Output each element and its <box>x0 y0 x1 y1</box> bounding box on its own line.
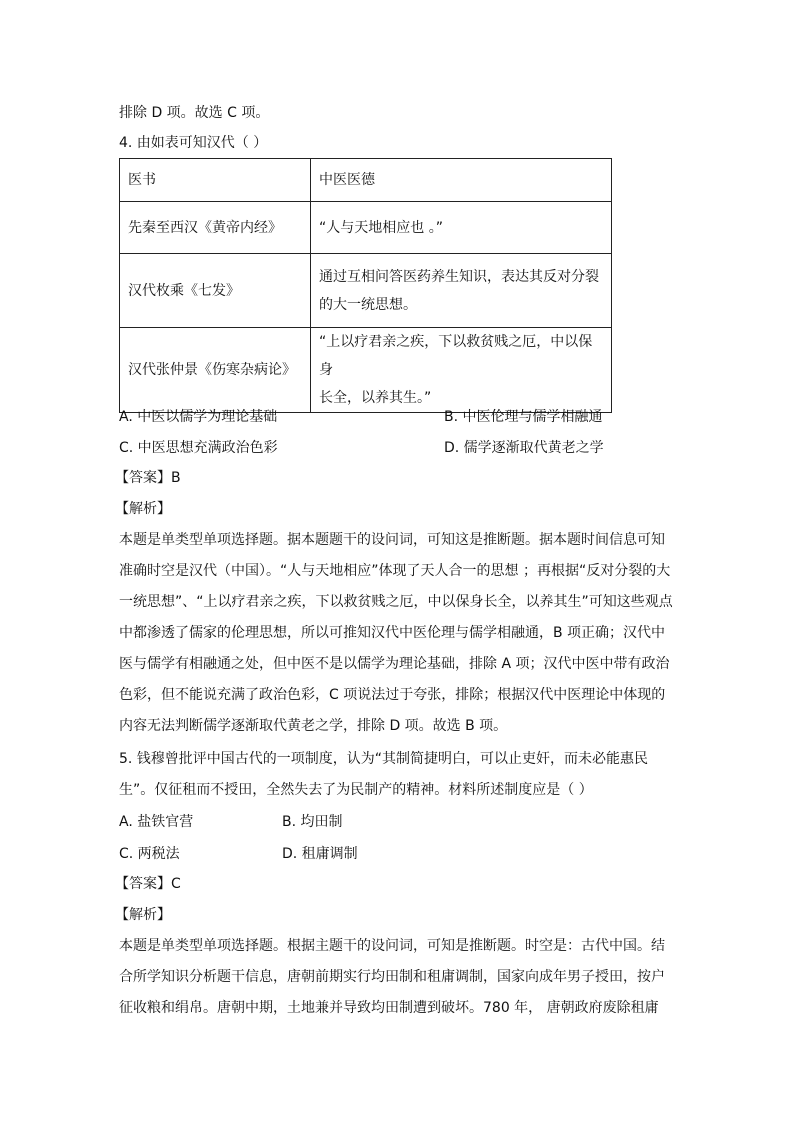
analysis-label: 【解析】 <box>115 907 171 923</box>
analysis-line: 征收粮和绢帛。唐朝中期，土地兼并导致均田制遭到破坏。780 年， 唐朝政府废除租庸 <box>119 1000 659 1016</box>
option-c: C. 两税法 <box>119 846 180 862</box>
table-row <box>120 328 612 413</box>
table-cell: 通过互相问答医药养生知识，表达其反对分裂 的大一统思想。 <box>311 254 612 328</box>
table-cell: “人与天地相应也 。” <box>311 202 612 254</box>
table-row <box>120 202 612 254</box>
analysis-line: 准确时空是汉代（中国）。“人与天地相应”体现了天人合一的思想 ；再根据“反对分裂的大 <box>119 563 671 579</box>
analysis-line: 医与儒学有相融通之处，但中医不是以儒学为理论基础，排除 A 项；汉代中医中带有政治 <box>119 656 670 672</box>
option-d: D. 租庸调制 <box>282 846 358 862</box>
previous-answer-tail: 排除 D 项。故选 C 项。 <box>119 105 270 121</box>
option-a: A. 中医以儒学为理论基础 <box>119 409 278 425</box>
stem-line: 生”。仅征租而不授田，全然失去了为民制产的精神。材料所述制度应是（ ） <box>119 782 593 798</box>
answer-label: 【答案】B <box>115 470 181 486</box>
medical-books-table <box>119 158 612 413</box>
option-a: A. 盐铁官营 <box>119 814 194 830</box>
answer-label: 【答案】C <box>115 876 181 892</box>
analysis-line: 色彩，但不能说充满了政治色彩，C 项说法过于夸张，排除；根据汉代中医理论中体现的 <box>119 687 666 703</box>
analysis-line: 本题是单类型单项选择题。据本题题干的设问词，可知这是推断题。据本题时间信息可知 <box>119 532 665 548</box>
table-cell: 汉代张仲景《伤寒杂病论》 <box>120 328 311 413</box>
option-c: C. 中医思想充满政治色彩 <box>119 440 278 456</box>
header-cell-book: 医书 <box>120 159 311 202</box>
analysis-line: 内容无法判断儒学逐渐取代黄老之学，排除 D 项。故选 B 项。 <box>119 718 508 734</box>
header-cell-ethics: 中医医德 <box>311 159 612 202</box>
table-cell: 汉代枚乘《七发》 <box>120 254 311 328</box>
analysis-line: 本题是单类型单项选择题。根据主题干的设问词，可知是推断题。时空是：古代中国。结 <box>119 938 665 954</box>
stem-line: 5. 钱穆曾批评中国古代的一项制度，认为“其制简捷明白，可以止吏奸，而未必能惠民 <box>119 751 649 767</box>
table-row <box>120 254 612 328</box>
analysis-line: 中都渗透了儒家的伦理思想，所以可推知汉代中医伦理与儒学相融通，B 项正确；汉代中 <box>119 625 666 641</box>
table-cell: “上以疗君亲之疾，下以救贫贱之厄，中以保身 长全，以养其生。” <box>311 328 612 413</box>
analysis-line: 一统思想”、“上以疗君亲之疾，下以救贫贱之厄，中以保身长全，以养其生”可知这些观点 <box>119 594 673 610</box>
question-4-stem: 4. 由如表可知汉代（ ） <box>119 135 268 151</box>
analysis-line: 合所学知识分析题干信息，唐朝前期实行均田制和租庸调制，国家向成年男子授田，按户 <box>119 969 665 985</box>
option-b: B. 中医伦理与儒学相融通 <box>444 409 603 425</box>
analysis-label: 【解析】 <box>115 501 171 517</box>
table-cell: 先秦至西汉《黄帝内经》 <box>120 202 311 254</box>
option-d: D. 儒学逐渐取代黄老之学 <box>444 440 604 456</box>
table-header-row <box>120 159 612 202</box>
option-b: B. 均田制 <box>282 814 343 830</box>
